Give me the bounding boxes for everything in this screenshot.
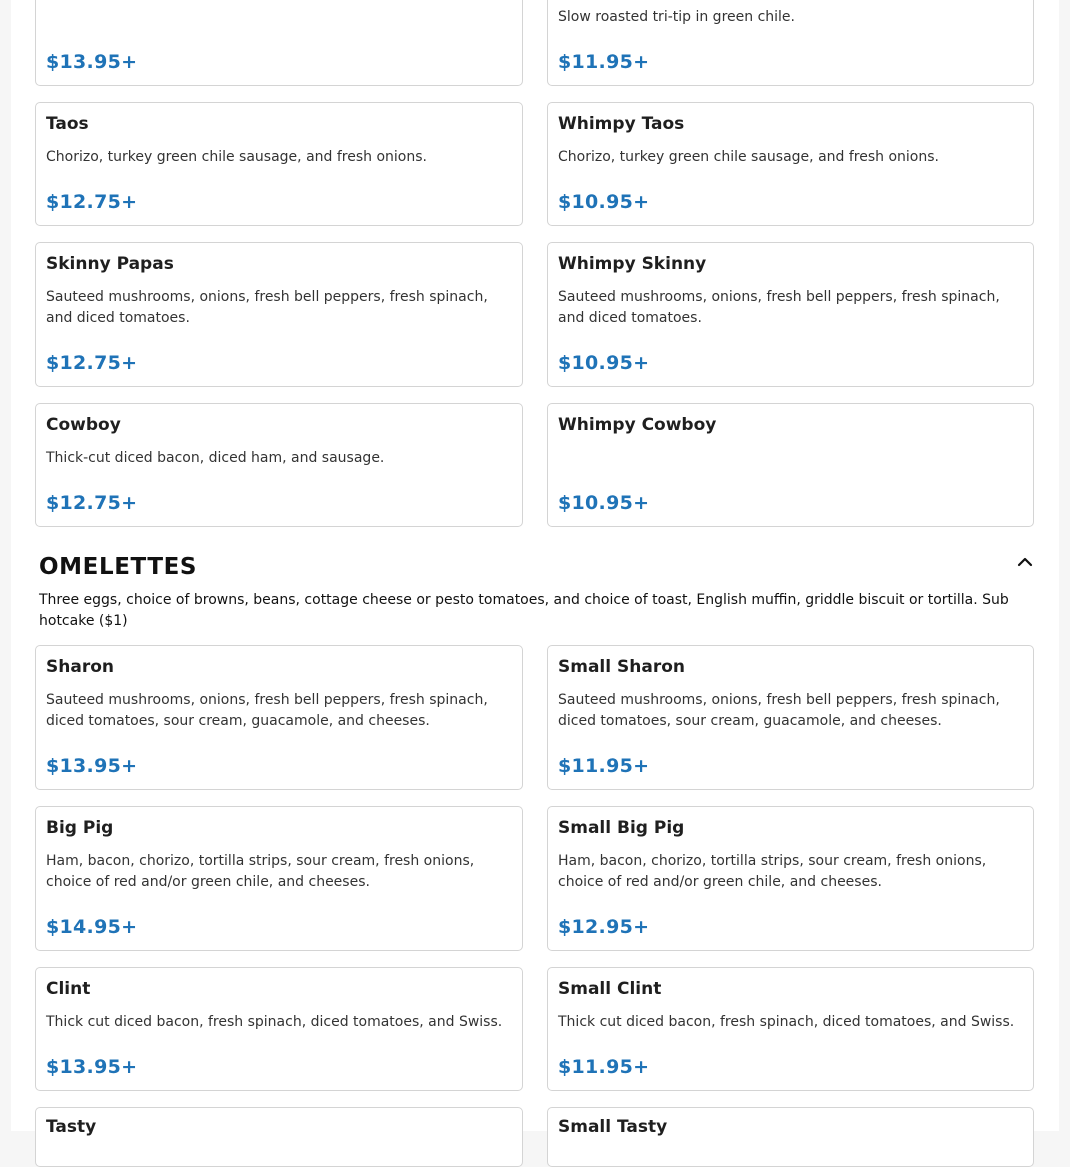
menu-item-price: $11.95+ bbox=[558, 755, 650, 777]
menu-item-name: Small Sharon bbox=[558, 657, 685, 677]
menu-item-name: Taos bbox=[46, 114, 89, 134]
menu-item-card[interactable] bbox=[547, 242, 1034, 387]
menu-item-description: Thick-cut diced bacon, diced ham, and sausage. bbox=[46, 450, 385, 466]
menu-item-price: $11.95+ bbox=[558, 51, 650, 73]
menu-item-description: Sauteed mushrooms, onions, fresh bell peppers, fresh spinach, diced tomatoes, sour cream, guacamole, and cheeses. bbox=[558, 692, 1000, 729]
menu-item-price: $11.95+ bbox=[558, 1056, 650, 1078]
menu-item-description: Thick cut diced bacon, fresh spinach, diced tomatoes, and Swiss. bbox=[558, 1014, 1015, 1030]
menu-item-name: Skinny Papas bbox=[46, 254, 174, 274]
menu-item-card[interactable] bbox=[547, 102, 1034, 226]
menu-item-name: Big Pig bbox=[46, 818, 114, 838]
menu-item-card[interactable] bbox=[35, 403, 523, 527]
menu-item-name: Whimpy Taos bbox=[558, 114, 685, 134]
menu-item-card[interactable] bbox=[35, 102, 523, 226]
menu-item-card[interactable] bbox=[547, 403, 1034, 527]
menu-item-name: Sharon bbox=[46, 657, 114, 677]
menu-item-description: Sauteed mushrooms, onions, fresh bell peppers, fresh spinach, and diced tomatoes. bbox=[558, 289, 1000, 326]
menu-item-card[interactable] bbox=[547, 806, 1034, 951]
menu-item-card[interactable] bbox=[547, 0, 1034, 86]
menu-item-name: Cowboy bbox=[46, 415, 121, 435]
section-title: OMELETTES bbox=[39, 554, 198, 580]
section-description: Three eggs, choice of browns, beans, cottage cheese or pesto tomatoes, and choice of toast, English muffin, griddle biscuit or tortilla. Sub hotcake ($1) bbox=[39, 592, 1009, 629]
menu-item-price: $12.95+ bbox=[558, 916, 650, 938]
menu-item-price: $13.95+ bbox=[46, 755, 138, 777]
menu-item-description: Slow roasted tri-tip in green chile. bbox=[558, 9, 795, 25]
menu-item-description: Chorizo, turkey green chile sausage, and fresh onions. bbox=[558, 149, 939, 165]
menu-item-card[interactable] bbox=[547, 967, 1034, 1091]
menu-item-card[interactable] bbox=[35, 242, 523, 387]
menu-item-price: $10.95+ bbox=[558, 191, 650, 213]
menu-item-card[interactable] bbox=[547, 645, 1034, 790]
menu-item-price: $13.95+ bbox=[46, 1056, 138, 1078]
menu-item-name: Tasty bbox=[46, 1117, 97, 1137]
menu-item-description: Thick cut diced bacon, fresh spinach, diced tomatoes, and Swiss. bbox=[46, 1014, 503, 1030]
menu-item-name: Small Tasty bbox=[558, 1117, 668, 1137]
menu-item-name: Whimpy Cowboy bbox=[558, 415, 717, 435]
menu-item-description: Ham, bacon, chorizo, tortilla strips, sour cream, fresh onions, choice of red and/or green chile, and cheeses. bbox=[46, 853, 475, 890]
menu-item-card[interactable] bbox=[35, 806, 523, 951]
menu-item-description: Sauteed mushrooms, onions, fresh bell peppers, fresh spinach, diced tomatoes, sour cream, guacamole, and cheeses. bbox=[46, 692, 488, 729]
menu-item-description: Sauteed mushrooms, onions, fresh bell peppers, fresh spinach, and diced tomatoes. bbox=[46, 289, 488, 326]
menu-item-description: Chorizo, turkey green chile sausage, and fresh onions. bbox=[46, 149, 427, 165]
menu-item-price: $12.75+ bbox=[46, 492, 138, 514]
menu-item-name: Small Clint bbox=[558, 979, 662, 999]
collapse-section-button[interactable] bbox=[1013, 551, 1037, 573]
menu-item-card[interactable] bbox=[35, 967, 523, 1091]
menu-item-description: Ham, bacon, chorizo, tortilla strips, sour cream, fresh onions, choice of red and/or green chile, and cheeses. bbox=[558, 853, 987, 890]
menu-item-price: $10.95+ bbox=[558, 492, 650, 514]
menu-item-card[interactable] bbox=[35, 645, 523, 790]
menu-item-card[interactable] bbox=[35, 0, 523, 86]
menu-item-card[interactable] bbox=[547, 1107, 1034, 1167]
menu-item-price: $13.95+ bbox=[46, 51, 138, 73]
menu-item-name: Whimpy Skinny bbox=[558, 254, 707, 274]
chevron-up-icon bbox=[1013, 551, 1037, 573]
menu-item-price: $12.75+ bbox=[46, 191, 138, 213]
menu-item-name: Clint bbox=[46, 979, 91, 999]
menu-item-price: $14.95+ bbox=[46, 916, 138, 938]
menu-item-price: $12.75+ bbox=[46, 352, 138, 374]
menu-item-name: Small Big Pig bbox=[558, 818, 685, 838]
menu-item-price: $10.95+ bbox=[558, 352, 650, 374]
menu-item-card[interactable] bbox=[35, 1107, 523, 1167]
